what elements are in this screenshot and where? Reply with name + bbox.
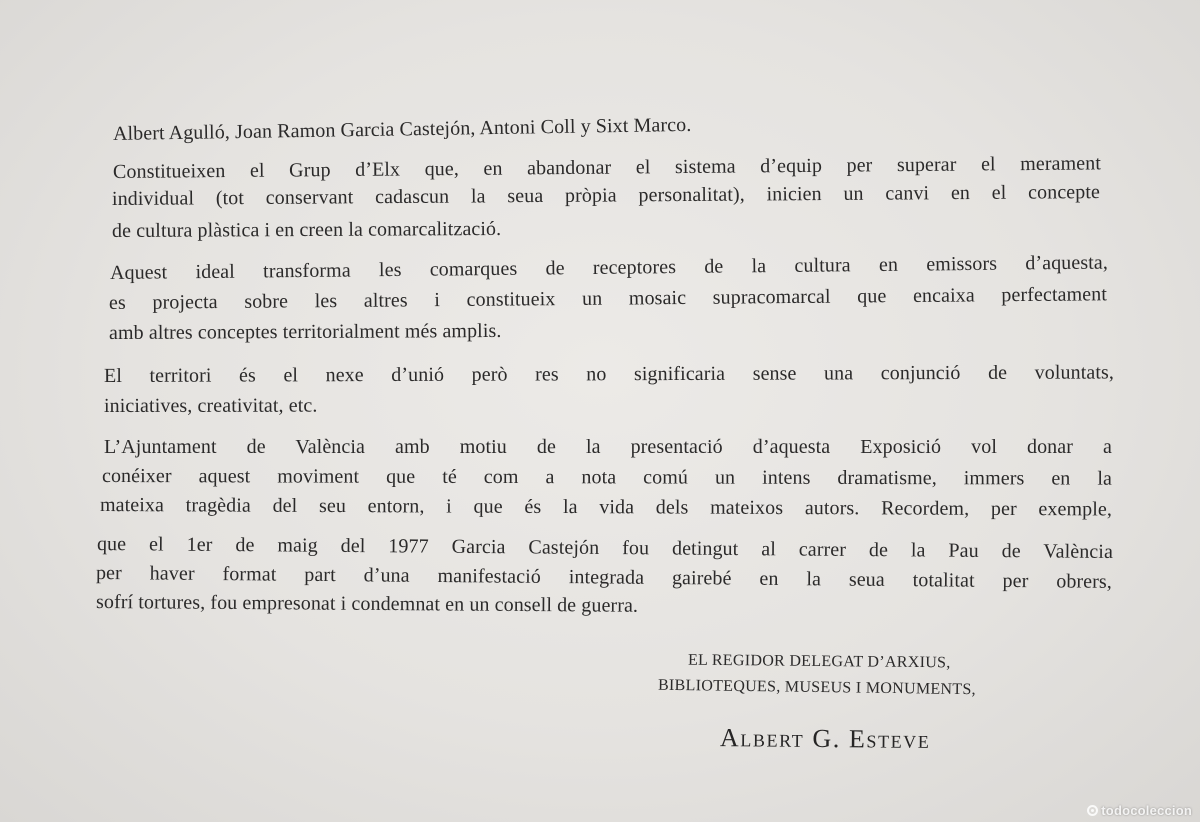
signature-title-line-2: BIBLIOTEQUES, MUSEUS I MONUMENTS, <box>657 676 977 699</box>
paragraph-2-line-3: amb altres conceptes territorialment més amplis. <box>108 319 502 344</box>
signature-name: Albert G. Esteve <box>719 723 931 754</box>
watermark-text: todocoleccion <box>1101 803 1192 818</box>
paragraph-4-line-4: que el 1er de maig del 1977 Garcia Castejón fou detingut al carrer de la Pau de València <box>96 533 1114 563</box>
todocoleccion-logo-icon <box>1087 805 1098 816</box>
watermark <box>1087 803 1192 818</box>
paragraph-4-line-3: mateixa tragèdia del seu entorn, i que és la vida dels mateixos autors. Recordem, per exemple, <box>99 494 1113 521</box>
paragraph-1-line-3: de cultura plàstica i en creen la comarcalització. <box>111 217 502 242</box>
paragraph-3-line-1: El territori és el nexe d’unió però res no significaria sense una conjunció de voluntats, <box>103 361 1115 387</box>
paragraph-2-line-1: Aquest ideal transforma les comarques de receptores de la cultura en emissors d’aquesta, <box>109 251 1109 284</box>
paragraph-1-line-2: individual (tot conservant cadascun la seua pròpia personalitat), inicien un canvi en el concepte <box>111 181 1101 210</box>
paragraph-3-line-2: iniciatives, creativitat, etc. <box>103 394 318 417</box>
authors-line: Albert Agulló, Joan Ramon Garcia Castejón, Antoni Coll y Sixt Marco. <box>112 113 692 145</box>
paragraph-1-line-1: Constitueixen el Grup d’Elx que, en abandonar el sistema d’equip per superar el merament <box>112 152 1102 183</box>
paragraph-4-line-2: conéixer aquest moviment que té com a nota comú un intens dramatisme, immers en la <box>101 465 1113 490</box>
paragraph-4-line-5: per haver format part d’una manifestació integrada gairebé en la seua totalitat per obrers, <box>95 562 1113 593</box>
paragraph-4-line-6: sofrí tortures, fou empresonat i condemnat en un consell de guerra. <box>95 591 639 617</box>
paragraph-4-line-1: L’Ajuntament de València amb motiu de la presentació d’aquesta Exposició vol donar a <box>104 436 1112 458</box>
paragraph-2-line-2: es projecta sobre les altres i constitueix un mosaic supracomarcal que encaixa perfectament <box>108 283 1108 314</box>
signature-title-line-1: EL REGIDOR DELEGAT D’ARXIUS, <box>687 651 951 672</box>
